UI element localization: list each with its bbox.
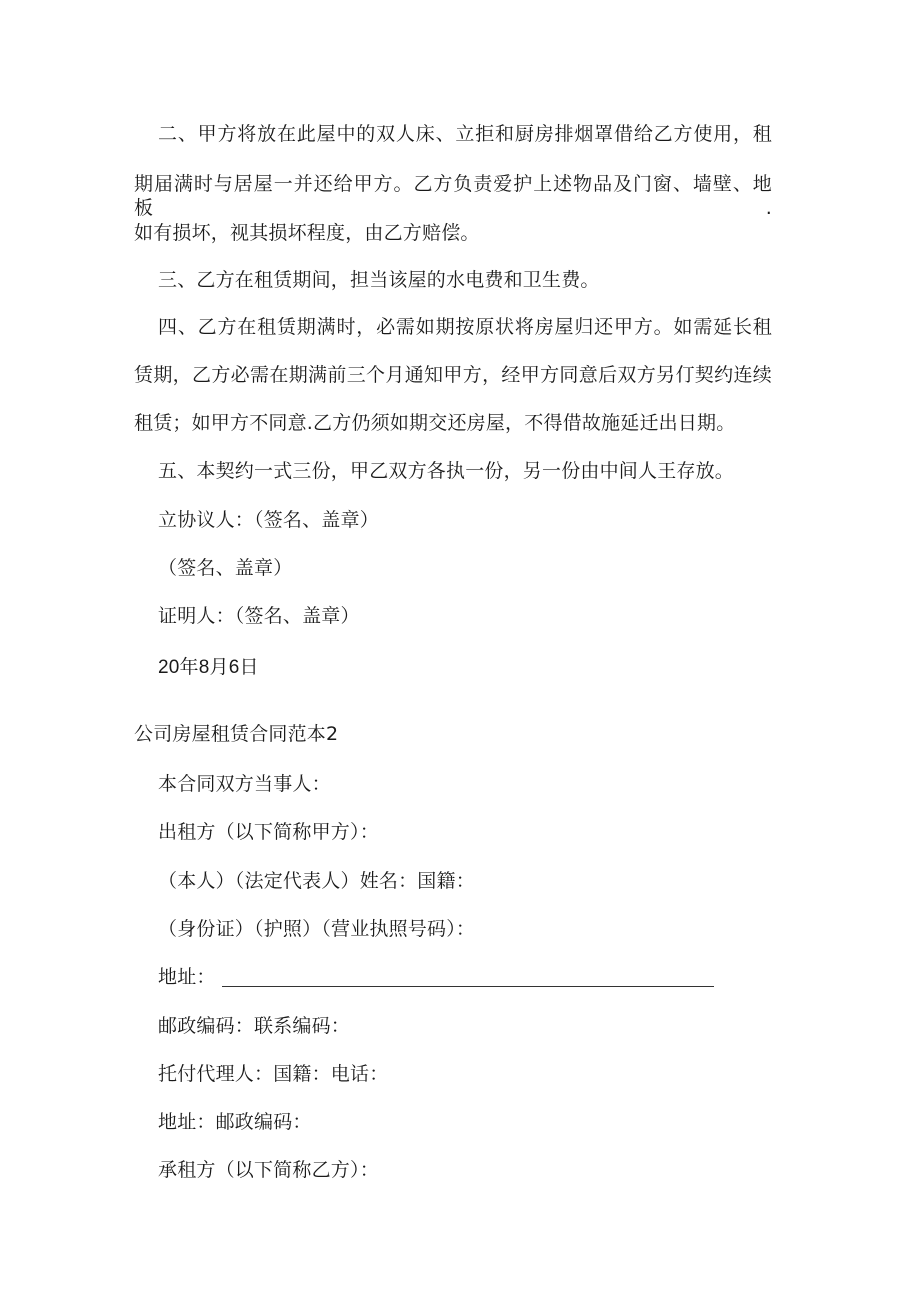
clause-3-line-1: 三、乙方在租赁期间，担当该屋的水电费和卫生费。 [158,269,600,291]
agent-line: 托付代理人：国籍：电话： [158,1063,389,1085]
clause-5-line-1: 五、本契约一式三份，甲乙双方各执一份，另一份由中间人王存放。 [158,460,735,482]
section-2-title: 公司房屋租赁合同范本2 [134,723,339,745]
lessor-name-line: （本人）（法定代表人）姓名：国籍： [158,870,475,892]
lessor-label: 出租方（以下简称甲方）： [158,821,379,843]
clause-2-line-3: 如有损坏，视其损坏程度，由乙方赔偿。 [134,222,480,244]
clause-2-line-1: 二、甲方将放在此屋中的双人床、立拒和厨房排烟罩借给乙方使用，租 [158,123,772,145]
postal-line: 邮政编码：联系编码： [158,1015,351,1037]
address-label: 地址： [158,966,216,988]
section-2-parties-intro: 本合同双方当事人： [158,773,331,795]
signature-date: 20年8月6日 [158,657,259,678]
clause-4-line-3: 租赁；如甲方不同意.乙方仍须如期交还房屋，不得借故施延迁出日期。 [134,412,736,434]
address-blank-line [222,986,714,987]
agent-address-line: 地址：邮政编码： [158,1111,312,1133]
clause-4-line-1: 四、乙方在租赁期满时，必需如期按原状将房屋归还甲方。如需延长租 [158,316,772,338]
signature-witness: 证明人：（签名、盖章） [158,605,360,627]
lessee-label: 承租方（以下简称乙方）： [158,1159,379,1181]
clause-2-line-2: 期届满时与居屋一并还给甲方。乙方负责爱护上述物品及门窗、墙壁、地板. [134,173,772,219]
lessor-id-line: （身份证）（护照）（营业执照号码）： [158,918,476,940]
signature-party-2: （签名、盖章） [158,557,293,579]
clause-4-line-2: 赁期，乙方必需在期满前三个月通知甲方，经甲方同意后双方另仃契约连续 [134,364,772,386]
signature-party: 立协议人：（签名、盖章） [158,509,379,531]
